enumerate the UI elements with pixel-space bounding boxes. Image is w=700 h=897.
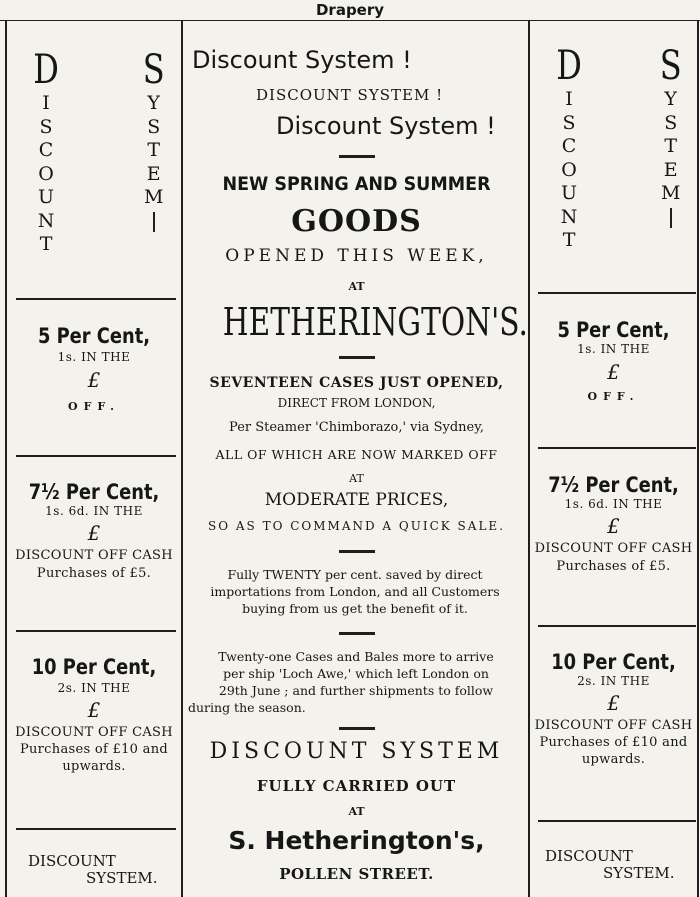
vertical-letter: U <box>561 182 578 204</box>
discount-system-heading: DISCOUNT SYSTEM <box>209 739 504 764</box>
pound-sign: £ <box>607 360 620 384</box>
offer-terms: DISCOUNT OFF CASH <box>534 541 693 556</box>
divider <box>16 455 176 457</box>
offer-sub: 1s. IN THE <box>57 350 131 364</box>
offer-sub: 1s. 6d. IN THE <box>45 504 143 518</box>
vertical-letter: E <box>146 162 161 185</box>
direct-from-london: DIRECT FROM LONDON, <box>277 396 436 410</box>
offer-heading: 7½ Per Cent, <box>548 473 679 497</box>
column-rule <box>697 20 699 897</box>
short-rule <box>339 727 375 730</box>
steamer-text: Per Steamer 'Chimborazo,' via Sydney, <box>229 420 484 435</box>
offer-heading: 10 Per Cent, <box>31 655 157 679</box>
vertical-letter: M <box>660 182 681 204</box>
vertical-letter: M <box>143 186 164 208</box>
marked-off-text: ALL OF WHICH ARE NOW MARKED OFF <box>215 447 498 462</box>
left-vertical-discount <box>30 47 62 257</box>
vertical-letter: D <box>556 43 582 89</box>
cases-heading: SEVENTEEN CASES JUST OPENED, <box>209 375 504 391</box>
right-seven-percent <box>530 473 697 574</box>
vertical-letter: N <box>37 209 55 232</box>
offer-terms: DISCOUNT OFF CASH <box>15 548 173 563</box>
street-address: POLLEN STREET. <box>279 865 434 883</box>
column-rule <box>181 20 183 897</box>
center-headline-1: Discount System ! <box>192 46 412 74</box>
offer-terms: upwards. <box>581 752 646 767</box>
vertical-letter: I <box>42 92 50 114</box>
offer-terms: upwards. <box>62 759 126 774</box>
center-headline-2: DISCOUNT SYSTEM ! <box>256 86 444 104</box>
paragraph-line: importations from London, and all Customers <box>210 584 500 599</box>
vertical-letter: S <box>664 111 678 134</box>
offer-terms: DISCOUNT OFF CASH <box>15 725 173 740</box>
right-vertical-system <box>657 43 684 228</box>
left-footer <box>28 853 158 887</box>
store-signature: S. Hetherington's, <box>228 826 485 855</box>
twenty-percent-paragraph <box>186 566 524 617</box>
pound-sign: £ <box>87 368 101 392</box>
offer-sub: 2s. IN THE <box>577 674 650 688</box>
vertical-letter: D <box>33 47 59 93</box>
vertical-letter: T <box>147 139 161 161</box>
divider <box>538 447 696 449</box>
loch-awe-paragraph <box>188 648 524 716</box>
divider <box>16 298 176 300</box>
vertical-letter: C <box>38 139 54 161</box>
vertical-letter: I <box>565 88 573 110</box>
vertical-letter: T <box>39 233 53 255</box>
short-rule <box>339 155 375 158</box>
vertical-bar <box>153 212 155 232</box>
vertical-bar <box>670 208 672 228</box>
vertical-letter: O <box>38 162 54 185</box>
vertical-letter: Y <box>664 88 677 110</box>
divider <box>538 625 696 627</box>
right-vertical-discount <box>553 43 585 253</box>
offer-heading: 10 Per Cent, <box>551 650 676 674</box>
short-rule <box>339 550 375 553</box>
offer-terms: DISCOUNT OFF CASH <box>534 718 693 733</box>
divider <box>16 828 176 830</box>
right-footer <box>545 848 675 882</box>
footer-line: DISCOUNT <box>545 847 633 865</box>
vertical-letter: N <box>560 205 578 228</box>
opened-text: OPENED THIS WEEK, <box>225 246 488 266</box>
vertical-letter: T <box>664 135 678 157</box>
goods-heading: GOODS <box>291 204 422 239</box>
new-goods-heading: NEW SPRING AND SUMMER <box>222 173 491 195</box>
vertical-letter: S <box>147 115 161 138</box>
vertical-letter: S <box>39 115 53 138</box>
left-five-percent <box>8 324 180 413</box>
footer-line: SYSTEM. <box>603 864 675 882</box>
vertical-letter: E <box>663 158 678 181</box>
short-rule <box>339 356 375 359</box>
short-rule <box>339 632 375 635</box>
footer-line: DISCOUNT <box>28 852 116 870</box>
offer-terms: Purchases of £5. <box>36 566 152 581</box>
paragraph-line: Twenty-one Cases and Bales more to arrive <box>218 649 494 664</box>
carried-out-text: FULLY CARRIED OUT <box>256 777 457 795</box>
pound-sign: £ <box>87 698 101 722</box>
off-text: OFF. <box>68 400 120 413</box>
quick-sale-text: SO AS TO COMMAND A QUICK SALE. <box>208 519 505 533</box>
at-text: AT <box>348 805 365 818</box>
offer-terms: Purchases of £5. <box>556 559 671 574</box>
off-text: OFF. <box>587 390 640 403</box>
offer-sub: 2s. IN THE <box>57 681 131 695</box>
offer-heading: 5 Per Cent, <box>37 324 151 348</box>
paragraph-line: during the season. <box>188 700 306 715</box>
moderate-prices: MODERATE PRICES, <box>264 490 449 510</box>
paragraph-line: per ship 'Loch Awe,' which left London on <box>223 666 489 681</box>
pound-sign: £ <box>87 521 101 545</box>
vertical-letter: Y <box>147 92 160 114</box>
offer-heading: 5 Per Cent, <box>557 318 670 342</box>
left-seven-percent <box>8 480 180 581</box>
section-header: Drapery <box>0 0 700 21</box>
right-five-percent <box>530 318 697 403</box>
paragraph-line: Fully TWENTY per cent. saved by direct <box>227 567 483 582</box>
at-text: AT <box>348 280 365 293</box>
left-ten-percent <box>8 655 180 774</box>
divider <box>16 630 176 632</box>
offer-sub: 1s. 6d. IN THE <box>564 497 663 511</box>
store-name: HETHERINGTON'S. <box>222 300 528 344</box>
column-rule <box>5 20 7 897</box>
offer-terms: Purchases of £10 and <box>539 735 688 750</box>
right-ten-percent <box>530 650 697 767</box>
vertical-letter: T <box>562 229 576 251</box>
pound-sign: £ <box>607 691 620 715</box>
vertical-letter: S <box>659 43 682 89</box>
pound-sign: £ <box>607 514 620 538</box>
vertical-letter: C <box>561 135 577 157</box>
divider <box>538 292 696 294</box>
at-text: AT <box>349 472 364 485</box>
paragraph-line: buying from us get the benefit of it. <box>242 601 468 616</box>
left-vertical-system <box>140 47 167 232</box>
offer-sub: 1s. IN THE <box>577 342 650 356</box>
center-headline-3: Discount System ! <box>276 112 496 140</box>
vertical-letter: S <box>562 111 576 134</box>
paragraph-line: 29th June ; and further shipments to follow <box>218 683 494 698</box>
offer-terms: Purchases of £10 and <box>19 742 169 757</box>
vertical-letter: S <box>142 47 165 93</box>
footer-line: SYSTEM. <box>86 869 158 887</box>
offer-heading: 7½ Per Cent, <box>28 480 160 504</box>
vertical-letter: O <box>561 158 577 181</box>
vertical-letter: U <box>38 186 55 208</box>
divider <box>538 820 696 822</box>
